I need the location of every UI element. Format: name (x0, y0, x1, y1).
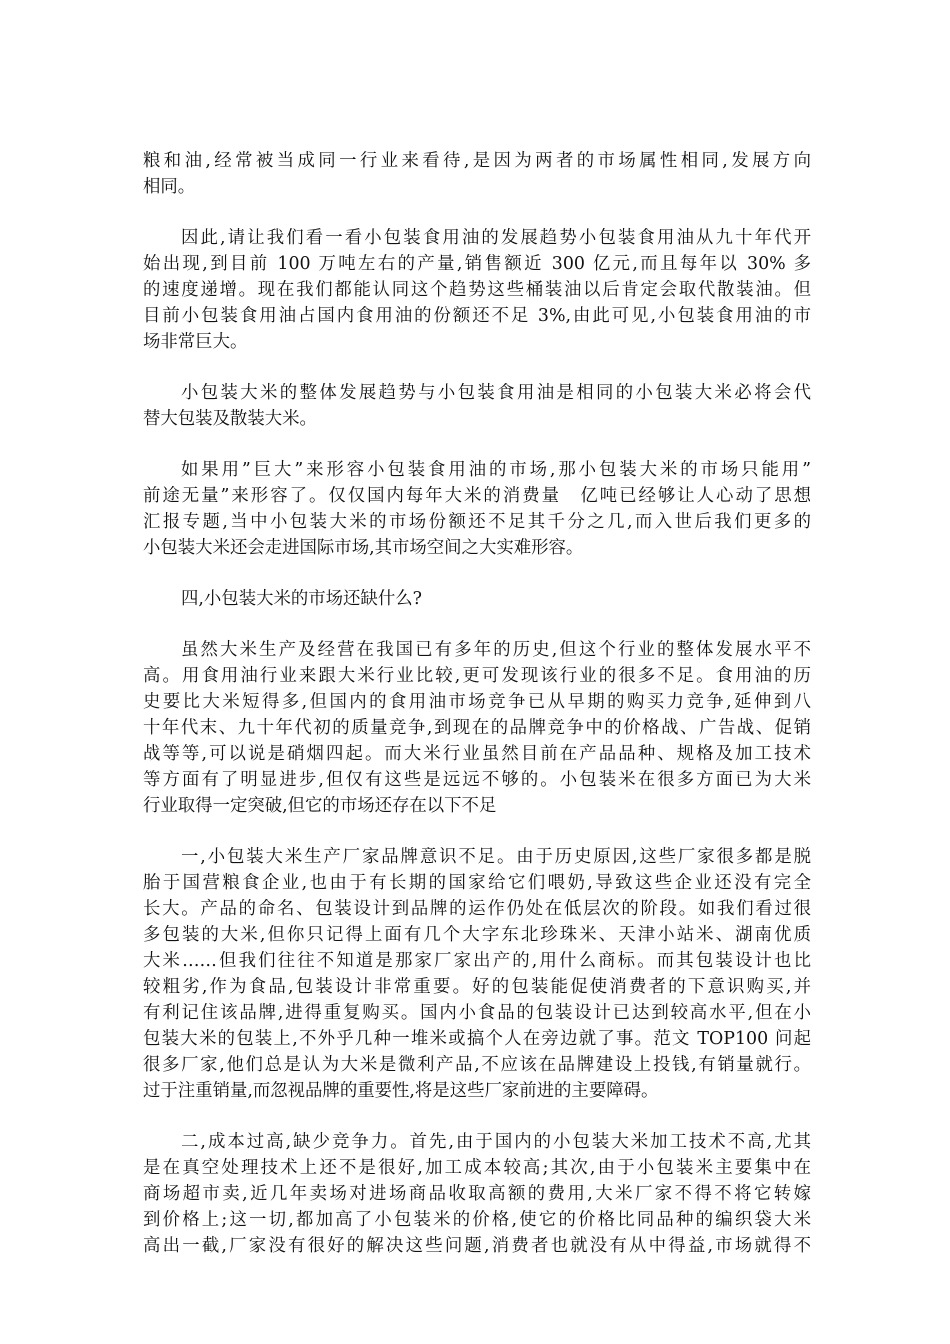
text-line: 是在真空处理技术上还不是很好,加工成本较高;其次,由于小包装米主要集中在 (143, 1158, 811, 1178)
text-line: 的速度递增。现在我们都能认同这个趋势这些桶装油以后肯定会取代散装油。但 (143, 280, 811, 300)
text-line: 长大。产品的命名、包装设计到品牌的运作仍处在低层次的阶段。如我们看过很 (143, 899, 811, 919)
text-line: 很多厂家,他们总是认为大米是微利产品,不应该在品牌建设上投钱,有销量就行。 (143, 1055, 811, 1075)
paragraph (143, 637, 811, 819)
text-line: 始出现,到目前 100 万吨左右的产量,销售额近 300 亿元,而且每年以 30% 多 (143, 254, 811, 274)
text-line: 因此,请让我们看一看小包装食用油的发展趋势小包装食用油从九十年代开 (181, 228, 811, 248)
text-line: 商场超市卖,近几年卖场对进场商品收取高额的费用,大米厂家不得不将它转嫁 (143, 1184, 811, 1204)
text-line: 有利记住该品牌,进得重复购买。国内小食品的包装设计已达到较高水平,但在小 (143, 1003, 811, 1023)
text-line: 到价格上;这一切,都加高了小包装米的价格,使它的价格比同品种的编织袋大米 (143, 1210, 811, 1230)
text-line: 虽然大米生产及经营在我国已有多年的历史,但这个行业的整体发展水平不 (181, 640, 811, 660)
text-line: 相同。 (143, 177, 196, 197)
text-line: 目前小包装食用油占国内食用油的份额还不足 3%,由此可见,小包装食用油的市 (143, 306, 811, 326)
text-line: 粮和油,经常被当成同一行业来看待,是因为两者的市场属性相同,发展方向 (143, 151, 811, 171)
text-line: 战等等,可以说是硝烟四起。而大米行业虽然目前在产品品种、规格及加工技术 (143, 744, 811, 764)
paragraph (143, 844, 811, 1104)
text-line: 一,小包装大米生产厂家品牌意识不足。由于历史原因,这些厂家很多都是脱 (181, 847, 811, 867)
text-line: 多包装的大米,但你只记得上面有几个大字东北珍珠米、天津小站米、湖南优质 (143, 925, 811, 945)
text-line: 胎于国营粮食企业,也由于有长期的国家给它们喂奶,导致这些企业还没有完全 (143, 873, 811, 893)
text-line: 替大包装及散装大米。 (143, 409, 317, 429)
paragraph (143, 225, 811, 355)
text-line: 大米……但我们往往不知道是那家厂家出产的,用什么商标。而其包装设计也比 (143, 951, 811, 971)
text-line: 如果用”巨大”来形容小包装食用油的市场,那小包装大米的市场只能用” (181, 460, 811, 480)
text-line: 较粗劣,作为食品,包装设计非常重要。好的包装能促使消费者的下意识购买,并 (143, 977, 811, 997)
text-line: 行业取得一定突破,但它的市场还存在以下不足 (143, 796, 497, 816)
paragraph (143, 457, 811, 561)
text-line: 过于注重销量,而忽视品牌的重要性,将是这些厂家前进的主要障碍。 (143, 1081, 659, 1101)
paragraph (143, 148, 811, 200)
text-line: 高出一截,厂家没有很好的解决这些问题,消费者也就没有从中得益,市场就得不 (143, 1236, 811, 1256)
text-line: 小包装大米还会走进国际市场,其市场空间之大实难形容。 (143, 538, 584, 558)
text-line: 汇报专题,当中小包装大米的市场份额还不足其千分之几,而入世后我们更多的 (143, 512, 811, 532)
text-line: 包装大米的包装上,不外乎几种一堆米或搞个人在旁边就了事。范文 TOP100 问起 (143, 1029, 811, 1049)
document-body (143, 148, 811, 1284)
paragraph (143, 380, 811, 432)
text-line: 小包装大米的整体发展趋势与小包装食用油是相同的小包装大米必将会代 (181, 383, 811, 403)
text-line: 高。用食用油行业来跟大米行业比较,更可发现该行业的很多不足。食用油的历 (143, 666, 811, 686)
text-line: 十年代末、九十年代初的质量竞争,到现在的品牌竞争中的价格战、广告战、促销 (143, 718, 811, 738)
text-line: 史要比大米短得多,但国内的食用油市场竞争已从早期的购买力竞争,延伸到八 (143, 692, 811, 712)
text-line: 前途无量”来形容了。仅仅国内每年大米的消费量 亿吨已经够让人心动了思想 (143, 486, 811, 506)
text-line: 四,小包装大米的市场还缺什么? (181, 589, 422, 609)
paragraph (143, 1129, 811, 1259)
text-line: 等方面有了明显进步,但仅有这些是远远不够的。小包装米在很多方面已为大米 (143, 770, 811, 790)
text-line: 二,成本过高,缺少竞争力。首先,由于国内的小包装大米加工技术不高,尤其 (181, 1132, 811, 1152)
section-heading (143, 586, 811, 612)
text-line: 场非常巨大。 (143, 332, 248, 352)
